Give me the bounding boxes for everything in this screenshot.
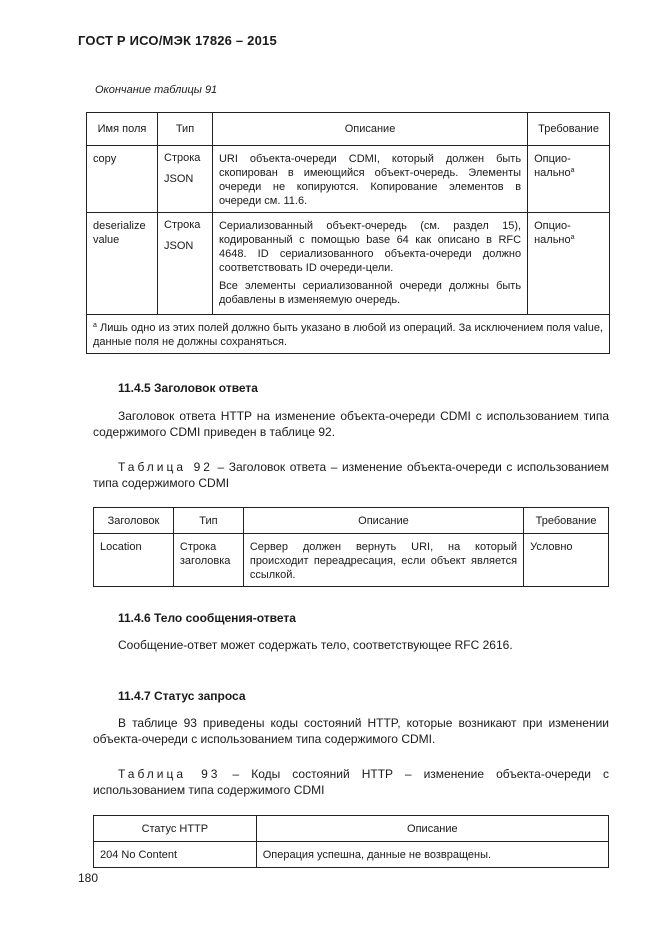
table-footnote bbox=[87, 315, 610, 354]
footnote-text: Лишь одно из этих полей должно быть указано в любой из операций. За исключением поля value, данные поля не должны сохраняться. bbox=[93, 322, 603, 348]
type-line: Строка bbox=[164, 152, 201, 164]
column-header: Тип bbox=[158, 113, 213, 146]
table-title-text: – Заголовок ответа – изменение объекта-очереди с использованием типа содержимого CDMI bbox=[93, 460, 609, 490]
column-header: Описание bbox=[212, 113, 527, 146]
column-header: Статус HTTP bbox=[94, 816, 257, 842]
column-header: Заголовок bbox=[94, 508, 174, 534]
table-label: Таблица 93 bbox=[118, 767, 221, 781]
section-heading: 11.4.6 Тело сообщения-ответа bbox=[118, 611, 296, 625]
description-cell bbox=[212, 213, 527, 315]
section-heading: 11.4.7 Статус запроса bbox=[118, 689, 246, 703]
document-header: ГОСТ Р ИСО/МЭК 17826 – 2015 bbox=[78, 33, 277, 48]
type-line: Строка bbox=[164, 219, 201, 231]
field-name-cell bbox=[87, 213, 158, 315]
description-paragraph: Сериализованный объект-очередь (см. раздел 15), кодированный с помощью base 64 как описано в RFC 4648. ID сериализованного объекта-очереди должно соответствовать ID очереди-цели. bbox=[218, 220, 522, 274]
table-title-text: – Коды состояний HTTP – изменение объекта-очереди с использованием типа содержимого CDMI bbox=[93, 767, 609, 797]
requirement-text: Опцио-нально bbox=[534, 220, 571, 246]
description-cell: Операция успешна, данные не возвращены. bbox=[256, 842, 608, 868]
table-header-row bbox=[87, 113, 610, 146]
table-92 bbox=[93, 507, 609, 587]
page-number: 180 bbox=[78, 871, 99, 885]
column-header: Описание bbox=[243, 508, 523, 534]
type-cell: Строка заголовка bbox=[173, 534, 243, 587]
table-row bbox=[87, 213, 610, 315]
table-label: Таблица 92 bbox=[118, 460, 213, 474]
table-92-title bbox=[93, 459, 609, 491]
table-91-caption: Окончание таблицы 91 bbox=[95, 84, 218, 96]
column-header: Описание bbox=[256, 816, 608, 842]
description-paragraph: Все элементы сериализованной очереди должны быть добавлены в изменяемую очередь. bbox=[218, 280, 522, 306]
section-heading: 11.4.5 Заголовок ответа bbox=[118, 381, 258, 395]
footnote-mark: a bbox=[93, 322, 97, 329]
description-cell: URI объекта-очереди CDMI, который должен быть скопирован в имеющийся объект-очередь. Элементы очереди не копируются. Копирование элементов в очереди см. 11.6. bbox=[212, 146, 527, 213]
column-header: Требование bbox=[528, 113, 610, 146]
requirement-cell: Условно bbox=[524, 534, 609, 587]
table-row bbox=[87, 146, 610, 213]
description-cell: Сервер должен вернуть URI, на который происходит переадресация, если объект является ссылкой. bbox=[243, 534, 523, 587]
paragraph: Сообщение-ответ может содержать тело, соответствующее RFC 2616. bbox=[118, 638, 513, 652]
table-row bbox=[94, 842, 609, 868]
table-91 bbox=[86, 112, 610, 354]
header-name-cell: Location bbox=[94, 534, 174, 587]
type-cell bbox=[158, 146, 213, 213]
table-93 bbox=[93, 815, 609, 868]
field-name-cell: copy bbox=[87, 146, 158, 213]
footnote-mark: a bbox=[570, 234, 575, 241]
table-footnote-row bbox=[87, 315, 610, 354]
type-line: JSON bbox=[164, 240, 194, 252]
field-name-text: deserializevalue bbox=[93, 220, 146, 246]
requirement-cell bbox=[528, 146, 610, 213]
column-header: Требование bbox=[524, 508, 609, 534]
table-header-row bbox=[94, 816, 609, 842]
type-cell bbox=[158, 213, 213, 315]
requirement-text: Опцио-нально bbox=[534, 153, 571, 179]
paragraph: В таблице 93 приведены коды состояний HTTP, которые возникают при изменении объекта-очереди с использованием типа содержимого CDMI. bbox=[93, 716, 609, 746]
column-header: Тип bbox=[173, 508, 243, 534]
table-header-row bbox=[94, 508, 609, 534]
type-line: JSON bbox=[164, 173, 194, 185]
table-row bbox=[94, 534, 609, 587]
table-93-title bbox=[93, 766, 609, 798]
requirement-cell bbox=[528, 213, 610, 315]
paragraph: Заголовок ответа HTTP на изменение объекта-очереди CDMI с использованием типа содержимого CDMI приведен в таблице 92. bbox=[93, 409, 609, 439]
status-cell: 204 No Content bbox=[94, 842, 257, 868]
column-header: Имя поля bbox=[87, 113, 158, 146]
footnote-mark: a bbox=[570, 167, 575, 174]
